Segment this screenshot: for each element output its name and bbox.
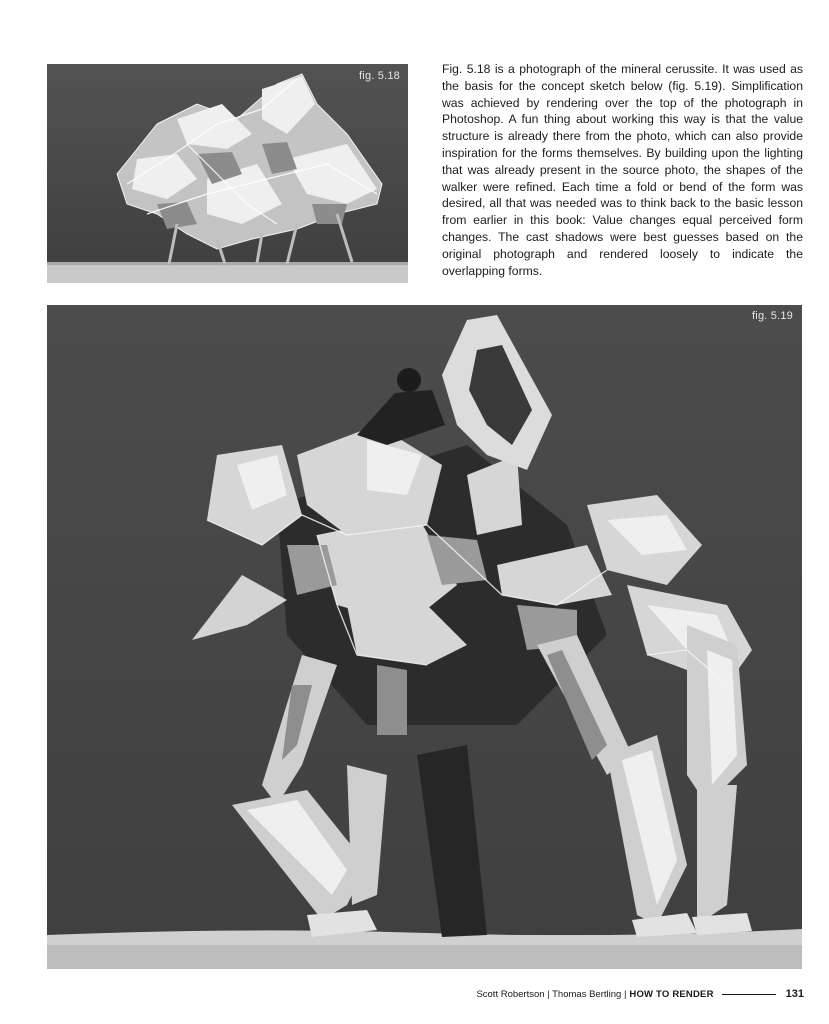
page-number: 131 (785, 988, 804, 1000)
figure-5-18-photo (47, 64, 408, 283)
footer-book-title: HOW TO RENDER (629, 988, 714, 1000)
figure-label-5-18: fig. 5.18 (359, 70, 400, 82)
body-paragraph: Fig. 5.18 is a photograph of the mineral cerussite. It was used as the basis for the concept sketch below (fig. 5.19). Simplification was achieved by rendering over the top of the photograph in Photoshop. A fun thing about working this way is that the value structure is already there from the photo, which can also provide inspiration for the forms themselves. By building upon the lighting that was already present in the source photo, the shapes of the walker were refined. Each time a fold or bend of the form was desired, all that was needed was to think back to the basic lesson from earlier in this book: Value changes equal perceived form changes. The cast shadows were best guesses based on the original photograph and rendered loosely to indicate the overlapping forms. (442, 62, 803, 278)
footer-authors: Scott Robertson | Thomas Bertling | (476, 988, 627, 1000)
figure-label-5-19: fig. 5.19 (752, 310, 793, 322)
figure-5-19-sketch (47, 305, 802, 969)
page-footer (476, 988, 804, 1000)
walker-concept-sketch-image (47, 305, 802, 969)
footer-rule (722, 994, 776, 995)
cerussite-crystal-image (47, 64, 408, 283)
